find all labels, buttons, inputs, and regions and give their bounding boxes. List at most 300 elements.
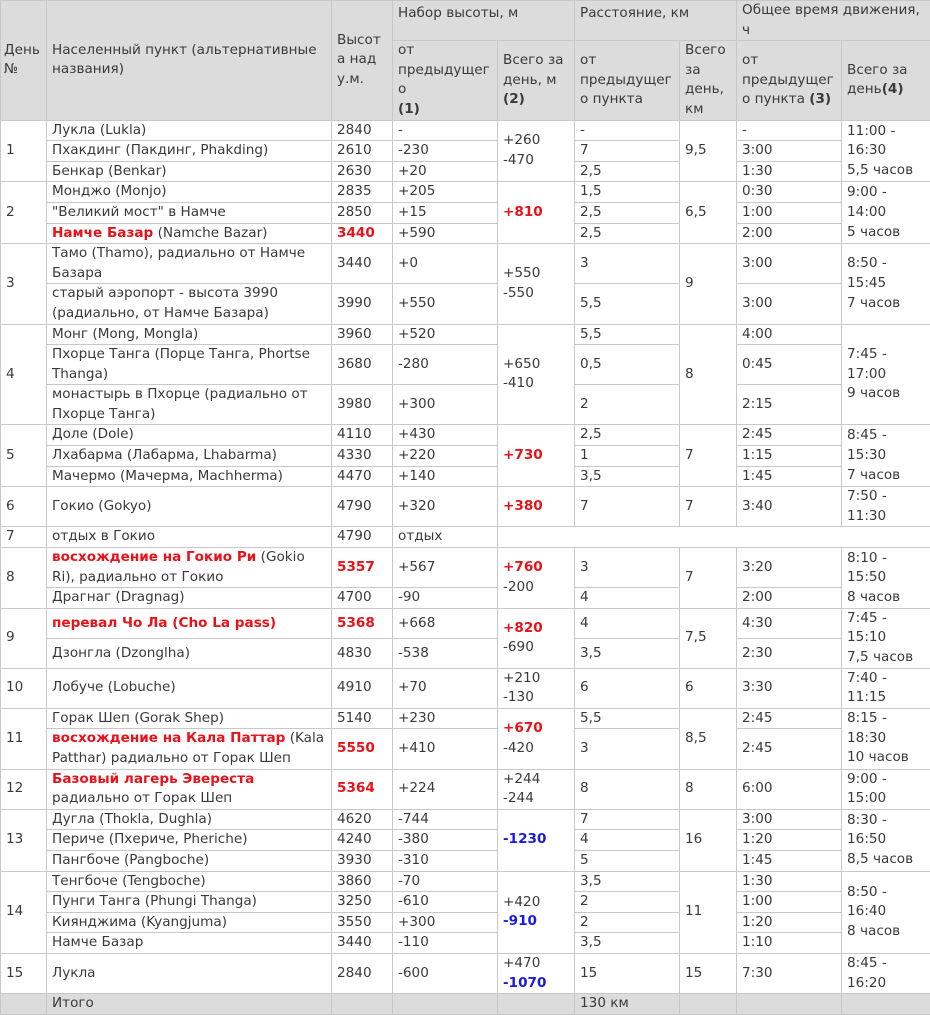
place-name bbox=[47, 385, 332, 425]
time-from-prev bbox=[737, 141, 842, 162]
cell-text: 2:00 bbox=[742, 589, 773, 605]
time-from-prev bbox=[737, 769, 842, 809]
distance-from-prev bbox=[575, 244, 680, 284]
cell-text: +15 bbox=[398, 204, 427, 220]
cell-text: 8:50 - bbox=[847, 255, 887, 271]
time-from-prev bbox=[737, 830, 842, 851]
total-distance bbox=[575, 994, 680, 1015]
table-row bbox=[1, 850, 930, 871]
gain-from-prev bbox=[393, 548, 498, 588]
cell-text: 3440 bbox=[337, 255, 372, 271]
total-empty bbox=[842, 994, 930, 1015]
cell-text: +205 bbox=[398, 183, 435, 199]
cell-text: 11 bbox=[6, 730, 23, 746]
place-name bbox=[47, 120, 332, 141]
cell-text: 16:20 bbox=[847, 975, 886, 991]
gain-from-prev bbox=[393, 668, 498, 708]
cell-text: 2630 bbox=[337, 163, 372, 179]
day-number bbox=[1, 182, 47, 244]
altitude bbox=[332, 446, 393, 467]
day-number bbox=[1, 244, 47, 324]
place-name bbox=[47, 446, 332, 467]
gain-from-prev bbox=[393, 527, 498, 548]
cell-text: 0:30 bbox=[742, 183, 773, 199]
distance-day-total bbox=[680, 425, 737, 487]
cell-text: -380 bbox=[398, 831, 429, 847]
cell-text: +430 bbox=[398, 426, 435, 442]
time-from-prev bbox=[737, 850, 842, 871]
cell-text: +0 bbox=[398, 255, 418, 271]
cell-text: радиально от Горак Шеп bbox=[52, 790, 232, 806]
altitude bbox=[332, 588, 393, 609]
gain-day-total bbox=[498, 548, 575, 609]
day-number bbox=[1, 425, 47, 487]
gain-day-total bbox=[498, 668, 575, 708]
altitude bbox=[332, 487, 393, 527]
distance-day-total bbox=[680, 324, 737, 425]
cell-text: Доле (Dole) bbox=[52, 426, 134, 442]
gain-from-prev bbox=[393, 871, 498, 892]
cell-text: 2:30 bbox=[742, 645, 773, 661]
cell-text: 5357 bbox=[337, 559, 375, 575]
cell-text: 6,5 bbox=[685, 204, 707, 220]
day-number bbox=[1, 120, 47, 182]
gain-from-prev bbox=[393, 385, 498, 425]
time-day-total bbox=[842, 953, 930, 993]
cell-text: Тенгбоче (Tengboche) bbox=[52, 873, 206, 889]
cell-text: 3990 bbox=[337, 295, 372, 311]
table-row bbox=[1, 912, 930, 933]
cell-text: Итого bbox=[52, 995, 94, 1011]
time-day-total bbox=[842, 708, 930, 769]
place-name bbox=[47, 244, 332, 284]
time-from-prev bbox=[737, 385, 842, 425]
time-from-prev bbox=[737, 446, 842, 467]
distance-from-prev bbox=[575, 892, 680, 913]
cell-text: -410 bbox=[503, 375, 534, 391]
cell-text: 1:45 bbox=[742, 852, 773, 868]
cell-text: 3860 bbox=[337, 873, 372, 889]
distance-from-prev bbox=[575, 120, 680, 141]
cell-text: 5,5 часов bbox=[847, 162, 913, 178]
altitude bbox=[332, 324, 393, 345]
table-row bbox=[1, 729, 930, 769]
cell-text: Бенкар (Benkar) bbox=[52, 163, 167, 179]
cell-text: +224 bbox=[398, 780, 435, 796]
day-number bbox=[1, 527, 47, 548]
cell-text: 16:50 bbox=[847, 831, 886, 847]
cell-text: 7 bbox=[580, 498, 589, 514]
time-from-prev bbox=[737, 588, 842, 609]
cell-text: +550 bbox=[503, 265, 540, 281]
place-name bbox=[47, 425, 332, 446]
gain-from-prev bbox=[393, 729, 498, 769]
distance-from-prev bbox=[575, 487, 680, 527]
cell-text: Лхабарма (Лабарма, Lhabarma) bbox=[52, 447, 277, 463]
time-day-total bbox=[842, 487, 930, 527]
cell-text: 130 км bbox=[580, 995, 629, 1011]
gain-day-total bbox=[498, 608, 575, 668]
cell-text: 4790 bbox=[337, 528, 372, 544]
cell-text: Дугла (Thokla, Dughla) bbox=[52, 811, 212, 827]
time-from-prev bbox=[737, 487, 842, 527]
day-number bbox=[1, 871, 47, 953]
gain-from-prev bbox=[393, 345, 498, 385]
distance-from-prev bbox=[575, 912, 680, 933]
time-from-prev bbox=[737, 284, 842, 324]
place-name bbox=[47, 953, 332, 993]
cell-text: 3,5 bbox=[580, 468, 602, 484]
table-row bbox=[1, 284, 930, 324]
cell-text: 7,5 bbox=[685, 629, 707, 645]
cell-text: 4330 bbox=[337, 447, 372, 463]
cell-text: -244 bbox=[503, 790, 534, 806]
cell-text: 15:50 bbox=[847, 569, 886, 585]
distance-day-total bbox=[680, 668, 737, 708]
place-name bbox=[47, 527, 332, 548]
distance-from-prev bbox=[575, 809, 680, 830]
cell-text: 8 bbox=[685, 780, 694, 796]
time-from-prev bbox=[737, 161, 842, 182]
cell-text: 2,5 bbox=[580, 204, 602, 220]
cell-text: 2:45 bbox=[742, 426, 773, 442]
gain-from-prev bbox=[393, 933, 498, 954]
distance-from-prev bbox=[575, 588, 680, 609]
gain-day-total bbox=[498, 769, 575, 809]
gain-day-total bbox=[498, 953, 575, 993]
time-from-prev bbox=[737, 708, 842, 729]
distance-from-prev bbox=[575, 141, 680, 162]
cell-text: 4 bbox=[580, 831, 589, 847]
distance-from-prev bbox=[575, 769, 680, 809]
cell-text: 2:45 bbox=[742, 710, 773, 726]
cell-text: 15 bbox=[685, 965, 702, 981]
cell-text: 6 bbox=[580, 679, 589, 695]
cell-text: 2840 bbox=[337, 122, 372, 138]
cell-text: - bbox=[580, 122, 585, 138]
cell-text: 11:15 bbox=[847, 689, 886, 705]
distance-day-total bbox=[680, 871, 737, 953]
cell-text: 3 bbox=[580, 740, 589, 756]
cell-text: восхождение на Кала Паттар bbox=[52, 730, 285, 746]
cell-text: 7:30 bbox=[742, 965, 773, 981]
gain-day-total bbox=[498, 425, 575, 487]
total-label bbox=[47, 994, 332, 1015]
cell-text: 3:20 bbox=[742, 559, 773, 575]
place-name bbox=[47, 141, 332, 162]
cell-text: +410 bbox=[398, 740, 435, 756]
altitude bbox=[332, 639, 393, 668]
cell-text: Дзонгла (Dzonglha) bbox=[52, 645, 190, 661]
cell-text: 7 bbox=[685, 498, 694, 514]
cell-text: 7 bbox=[580, 142, 589, 158]
cell-text: 5550 bbox=[337, 740, 375, 756]
table-row bbox=[1, 668, 930, 708]
time-from-prev bbox=[737, 548, 842, 588]
cell-text: 1:00 bbox=[742, 204, 773, 220]
table-row bbox=[1, 639, 930, 668]
altitude bbox=[332, 608, 393, 638]
cell-text: +670 bbox=[503, 720, 543, 736]
time-from-prev bbox=[737, 729, 842, 769]
table-row bbox=[1, 466, 930, 487]
cell-text: 5,5 bbox=[580, 710, 602, 726]
cell-text: 2:45 bbox=[742, 740, 773, 756]
day-number bbox=[1, 953, 47, 993]
gain-from-prev bbox=[393, 809, 498, 830]
cell-text: +550 bbox=[398, 295, 435, 311]
gain-from-prev bbox=[393, 912, 498, 933]
gain-from-prev bbox=[393, 425, 498, 446]
table-row bbox=[1, 182, 930, 203]
cell-text: 4110 bbox=[337, 426, 372, 442]
table-row bbox=[1, 446, 930, 467]
cell-text: 5368 bbox=[337, 615, 375, 631]
altitude bbox=[332, 161, 393, 182]
gain-from-prev bbox=[393, 608, 498, 638]
cell-text: 7:45 - bbox=[847, 346, 887, 362]
table-row bbox=[1, 345, 930, 385]
cell-text: +230 bbox=[398, 710, 435, 726]
distance-from-prev bbox=[575, 668, 680, 708]
cell-text: 1:15 bbox=[742, 447, 773, 463]
gain-from-prev bbox=[393, 769, 498, 809]
cell-text: 1:45 bbox=[742, 468, 773, 484]
cell-text: -1070 bbox=[503, 975, 546, 991]
altitude bbox=[332, 527, 393, 548]
cell-text: 8,5 bbox=[685, 730, 707, 746]
cell-text: -550 bbox=[503, 285, 534, 301]
cell-text: 15 bbox=[580, 965, 597, 981]
time-from-prev bbox=[737, 608, 842, 638]
cell-text: 3:00 bbox=[742, 295, 773, 311]
cell-text: Намче Базар bbox=[52, 225, 153, 241]
time-from-prev bbox=[737, 244, 842, 284]
table-row bbox=[1, 809, 930, 830]
cell-text: 3 bbox=[580, 255, 589, 271]
cell-text: 7 bbox=[580, 811, 589, 827]
cell-text: 5,5 bbox=[580, 326, 602, 342]
cell-text: 7:50 - bbox=[847, 488, 887, 504]
cell-text: 2,5 bbox=[580, 426, 602, 442]
cell-text: (Kala Patthar) радиально от Горак Шеп bbox=[52, 730, 324, 766]
cell-text: 8:30 - bbox=[847, 812, 887, 828]
total-empty bbox=[393, 994, 498, 1015]
cell-text: -200 bbox=[503, 579, 534, 595]
header-gain-group: Набор высоты, м bbox=[393, 1, 575, 41]
distance-from-prev bbox=[575, 639, 680, 668]
distance-day-total bbox=[680, 548, 737, 609]
total-empty bbox=[1, 994, 47, 1015]
header-gain-day: Всего за день, м (2) bbox=[498, 41, 575, 120]
cell-text: -470 bbox=[503, 152, 534, 168]
table-row bbox=[1, 830, 930, 851]
altitude bbox=[332, 850, 393, 871]
cell-text: 1:30 bbox=[742, 163, 773, 179]
day-number bbox=[1, 487, 47, 527]
place-name bbox=[47, 202, 332, 223]
cell-text: 11:00 - bbox=[847, 123, 895, 139]
table-row bbox=[1, 527, 930, 548]
altitude bbox=[332, 809, 393, 830]
time-from-prev bbox=[737, 933, 842, 954]
cell-text: +668 bbox=[398, 615, 435, 631]
distance-from-prev bbox=[575, 182, 680, 203]
gain-from-prev bbox=[393, 588, 498, 609]
place-name bbox=[47, 608, 332, 638]
cell-text: 4470 bbox=[337, 468, 372, 484]
cell-text: 5364 bbox=[337, 780, 375, 796]
cell-text: 2 bbox=[580, 396, 589, 412]
cell-text: -310 bbox=[398, 852, 429, 868]
altitude bbox=[332, 708, 393, 729]
cell-text: 6 bbox=[6, 498, 15, 514]
cell-text: 7,5 часов bbox=[847, 649, 913, 665]
altitude bbox=[332, 284, 393, 324]
cell-text: Пхорце Танга (Порце Танга, Phortse Thanga) bbox=[52, 346, 310, 382]
altitude bbox=[332, 182, 393, 203]
cell-text: (Namche Bazar) bbox=[158, 225, 268, 241]
cell-text: -744 bbox=[398, 811, 429, 827]
altitude bbox=[332, 830, 393, 851]
cell-text: -130 bbox=[503, 689, 534, 705]
altitude bbox=[332, 668, 393, 708]
gain-from-prev bbox=[393, 892, 498, 913]
distance-day-total bbox=[680, 953, 737, 993]
time-day-total bbox=[842, 608, 930, 668]
cell-text: 3980 bbox=[337, 396, 372, 412]
gain-day-total bbox=[498, 244, 575, 324]
cell-text: 1:00 bbox=[742, 893, 773, 909]
gain-from-prev bbox=[393, 487, 498, 527]
total-row bbox=[1, 994, 930, 1015]
cell-text: +300 bbox=[398, 914, 435, 930]
table-row bbox=[1, 892, 930, 913]
day-number bbox=[1, 324, 47, 425]
distance-from-prev bbox=[575, 466, 680, 487]
table-row bbox=[1, 161, 930, 182]
gain-from-prev bbox=[393, 850, 498, 871]
time-day-total bbox=[842, 769, 930, 809]
cell-text: +810 bbox=[503, 204, 543, 220]
cell-text: -538 bbox=[398, 645, 429, 661]
time-from-prev bbox=[737, 639, 842, 668]
distance-day-total bbox=[680, 809, 737, 871]
cell-text: 12 bbox=[6, 780, 23, 796]
gain-from-prev bbox=[393, 446, 498, 467]
cell-text: 2835 bbox=[337, 183, 372, 199]
day-number bbox=[1, 548, 47, 609]
cell-text: +70 bbox=[398, 679, 427, 695]
place-name bbox=[47, 850, 332, 871]
place-name bbox=[47, 466, 332, 487]
table-row bbox=[1, 871, 930, 892]
cell-text: 5 bbox=[580, 852, 589, 868]
cell-text: +730 bbox=[503, 447, 543, 463]
time-from-prev bbox=[737, 953, 842, 993]
header-day: День № bbox=[1, 1, 47, 121]
cell-text: 2 bbox=[6, 204, 15, 220]
cell-text: +260 bbox=[503, 132, 540, 148]
altitude bbox=[332, 769, 393, 809]
place-name bbox=[47, 345, 332, 385]
altitude bbox=[332, 548, 393, 588]
gain-from-prev bbox=[393, 223, 498, 244]
cell-text: +380 bbox=[503, 498, 543, 514]
cell-text: +140 bbox=[398, 468, 435, 484]
cell-text: 5 часов bbox=[847, 224, 900, 240]
cell-text: 5 bbox=[6, 447, 15, 463]
distance-day-total bbox=[680, 244, 737, 324]
cell-text: 9:00 - bbox=[847, 771, 887, 787]
cell-text: 11 bbox=[685, 903, 702, 919]
cell-text: 9,5 bbox=[685, 142, 707, 158]
cell-text: -600 bbox=[398, 965, 429, 981]
altitude bbox=[332, 912, 393, 933]
time-day-total bbox=[842, 244, 930, 324]
cell-text: Пхакдинг (Пакдинг, Phakding) bbox=[52, 142, 268, 158]
time-from-prev bbox=[737, 182, 842, 203]
altitude bbox=[332, 141, 393, 162]
cell-text: 3:00 bbox=[742, 255, 773, 271]
cell-text: 3440 bbox=[337, 225, 375, 241]
cell-text: Пангбоче (Pangboche) bbox=[52, 852, 209, 868]
cell-text: 7:40 - bbox=[847, 670, 887, 686]
altitude bbox=[332, 871, 393, 892]
cell-text: 7:45 - bbox=[847, 610, 887, 626]
cell-text: +760 bbox=[503, 559, 543, 575]
total-empty bbox=[332, 994, 393, 1015]
total-empty bbox=[498, 994, 575, 1015]
distance-from-prev bbox=[575, 161, 680, 182]
cell-text: +470 bbox=[503, 955, 540, 971]
place-name bbox=[47, 809, 332, 830]
cell-text: 4 bbox=[6, 366, 15, 382]
cell-text: 0,5 bbox=[580, 356, 602, 372]
cell-text: 8 часов bbox=[847, 589, 900, 605]
cell-text: монастырь в Пхорце (радиально от Пхорце Танга) bbox=[52, 386, 308, 422]
place-name bbox=[47, 830, 332, 851]
cell-text: +567 bbox=[398, 559, 435, 575]
table-row bbox=[1, 425, 930, 446]
distance-from-prev bbox=[575, 708, 680, 729]
distance-from-prev bbox=[575, 871, 680, 892]
cell-text: - bbox=[742, 122, 747, 138]
cell-text: Драгнаг (Dragnag) bbox=[52, 589, 185, 605]
header-time-prev: от предыдущего пункта (3) bbox=[737, 41, 842, 120]
place-name bbox=[47, 223, 332, 244]
cell-text: 4:00 bbox=[742, 326, 773, 342]
gain-day-total bbox=[498, 182, 575, 244]
table-row bbox=[1, 487, 930, 527]
header-time-group: Общее время движения, ч bbox=[737, 1, 930, 41]
header-altitude: Высота над у.м. bbox=[332, 1, 393, 121]
cell-text: 5140 bbox=[337, 710, 372, 726]
altitude bbox=[332, 953, 393, 993]
cell-text: +320 bbox=[398, 498, 435, 514]
cell-text: Мачермо (Мачерма, Machherma) bbox=[52, 468, 283, 484]
cell-text: 18:30 bbox=[847, 730, 886, 746]
cell-text: 4:30 bbox=[742, 615, 773, 631]
cell-text: 2 bbox=[580, 893, 589, 909]
distance-day-total bbox=[680, 120, 737, 182]
cell-text: 1:30 bbox=[742, 873, 773, 889]
distance-from-prev bbox=[575, 850, 680, 871]
time-day-total bbox=[842, 668, 930, 708]
cell-text: 7 часов bbox=[847, 295, 900, 311]
place-name bbox=[47, 871, 332, 892]
cell-text: Лукла bbox=[52, 965, 96, 981]
